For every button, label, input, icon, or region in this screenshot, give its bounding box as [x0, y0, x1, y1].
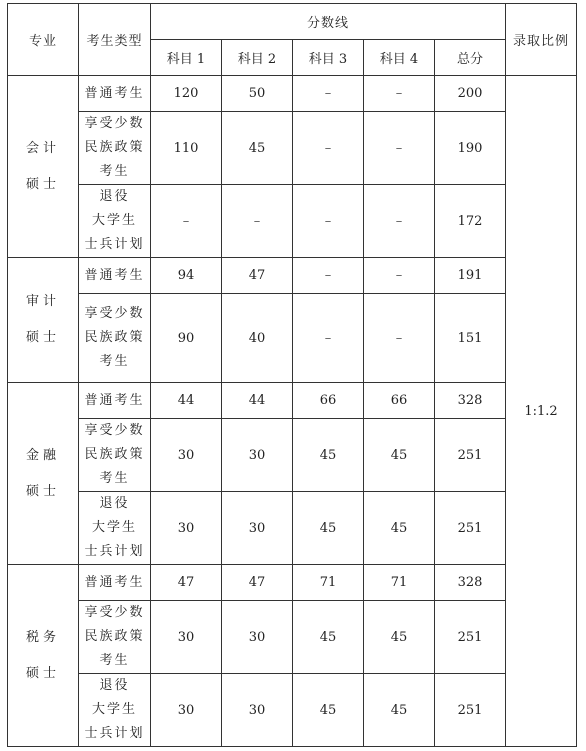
candidate-type-cell: [79, 419, 151, 492]
candidate-type-line: 退役: [99, 496, 130, 511]
candidate-type-cell: [79, 674, 151, 747]
subject-score-cell: 30: [151, 492, 222, 565]
subject-score-cell: 71: [293, 565, 364, 601]
table-row: [8, 112, 577, 185]
table-row: [8, 76, 577, 112]
candidate-type-line: 大学生: [91, 702, 137, 717]
table-row: [8, 492, 577, 565]
subject-score-cell: 44: [222, 383, 293, 419]
candidate-type-line: 民族政策: [84, 447, 145, 462]
subject-score-cell: –: [151, 185, 222, 258]
candidate-type-cell: [79, 492, 151, 565]
candidate-type-line: 普通考生: [84, 392, 145, 408]
candidate-type-line: 大学生: [91, 520, 137, 535]
candidate-type-line: 享受少数: [84, 423, 145, 438]
subject-score-cell: 45: [293, 419, 364, 492]
subject-score-cell: 47: [222, 565, 293, 601]
subject-score-cell: 30: [222, 419, 293, 492]
subject-score-cell: 45: [364, 601, 435, 674]
candidate-type-line: 退役: [99, 678, 130, 693]
candidate-type-cell: [79, 112, 151, 185]
candidate-type-line: 民族政策: [84, 629, 145, 644]
candidate-type-line: 士兵计划: [84, 544, 145, 559]
header-candidate-type: 考生类型: [79, 4, 151, 76]
candidate-type-line: 享受少数: [84, 116, 145, 131]
header-subject-1: 科目 1: [151, 40, 222, 76]
total-score-cell: 200: [435, 76, 506, 112]
subject-score-cell: 30: [151, 601, 222, 674]
major-name-line: 硕士: [25, 483, 60, 499]
subject-score-cell: 45: [293, 601, 364, 674]
subject-score-cell: 30: [222, 674, 293, 747]
total-score-cell: 172: [435, 185, 506, 258]
total-score-cell: 251: [435, 492, 506, 565]
major-name-line: 硕士: [25, 176, 60, 192]
major-name-cell: [8, 258, 79, 383]
table-row: [8, 185, 577, 258]
subject-score-cell: –: [364, 112, 435, 185]
subject-score-cell: 47: [151, 565, 222, 601]
header-total: 总分: [435, 40, 506, 76]
subject-score-cell: 30: [151, 419, 222, 492]
major-name-line: 硕士: [25, 665, 60, 681]
candidate-type-line: 退役: [99, 189, 130, 204]
subject-score-cell: 110: [151, 112, 222, 185]
subject-score-cell: 30: [222, 601, 293, 674]
candidate-type-line: 普通考生: [84, 267, 145, 283]
total-score-cell: 251: [435, 674, 506, 747]
subject-score-cell: 47: [222, 258, 293, 294]
subject-score-cell: –: [293, 112, 364, 185]
candidate-type-line: 享受少数: [84, 605, 145, 620]
table-row: [8, 383, 577, 419]
candidate-type-line: 大学生: [91, 213, 137, 228]
header-subject-3: 科目 3: [293, 40, 364, 76]
subject-score-cell: –: [364, 294, 435, 383]
admission-ratio-value: 1:1.2: [506, 76, 577, 747]
candidate-type-cell: [79, 294, 151, 383]
header-admission-ratio: 录取比例: [506, 4, 577, 76]
subject-score-cell: –: [293, 76, 364, 112]
header-subject-4: 科目 4: [364, 40, 435, 76]
total-score-cell: 191: [435, 258, 506, 294]
subject-score-cell: 120: [151, 76, 222, 112]
subject-score-cell: 40: [222, 294, 293, 383]
candidate-type-line: 享受少数: [84, 306, 145, 321]
table-row: [8, 294, 577, 383]
candidate-type-line: 士兵计划: [84, 237, 145, 252]
subject-score-cell: –: [293, 258, 364, 294]
candidate-type-line: 考生: [99, 164, 130, 179]
major-name-line: 金融: [25, 447, 60, 463]
candidate-type-line: 考生: [99, 471, 130, 486]
candidate-type-cell: [79, 185, 151, 258]
table-row: [8, 601, 577, 674]
header-major: 专业: [8, 4, 79, 76]
table-row: [8, 565, 577, 601]
subject-score-cell: 71: [364, 565, 435, 601]
subject-score-cell: –: [222, 185, 293, 258]
table-row: [8, 674, 577, 747]
subject-score-cell: –: [364, 185, 435, 258]
subject-score-cell: 66: [364, 383, 435, 419]
candidate-type-line: 普通考生: [84, 574, 145, 590]
major-name-line: 审计: [25, 294, 60, 309]
candidate-type-cell: [79, 565, 151, 601]
major-name-cell: [8, 565, 79, 747]
candidate-type-cell: [79, 258, 151, 294]
total-score-cell: 190: [435, 112, 506, 185]
total-score-cell: 251: [435, 601, 506, 674]
subject-score-cell: 45: [364, 674, 435, 747]
total-score-cell: 151: [435, 294, 506, 383]
header-subject-2: 科目 2: [222, 40, 293, 76]
candidate-type-line: 民族政策: [84, 330, 145, 345]
candidate-type-line: 普通考生: [84, 85, 145, 101]
candidate-type-line: 考生: [99, 653, 130, 668]
score-line-table: [7, 3, 577, 747]
subject-score-cell: 66: [293, 383, 364, 419]
subject-score-cell: –: [293, 294, 364, 383]
major-name-line: 会计: [25, 140, 60, 156]
subject-score-cell: 45: [222, 112, 293, 185]
subject-score-cell: 94: [151, 258, 222, 294]
candidate-type-cell: [79, 76, 151, 112]
major-name-cell: [8, 383, 79, 565]
total-score-cell: 328: [435, 383, 506, 419]
subject-score-cell: 45: [293, 492, 364, 565]
major-name-cell: [8, 76, 79, 258]
header-score-line: 分数线: [151, 4, 506, 40]
subject-score-cell: 45: [364, 492, 435, 565]
major-name-line: 硕士: [25, 330, 60, 345]
candidate-type-cell: [79, 601, 151, 674]
subject-score-cell: 45: [293, 674, 364, 747]
table-row: [8, 419, 577, 492]
total-score-cell: 251: [435, 419, 506, 492]
subject-score-cell: 90: [151, 294, 222, 383]
table-row: [8, 258, 577, 294]
candidate-type-line: 士兵计划: [84, 726, 145, 741]
candidate-type-cell: [79, 383, 151, 419]
major-name-line: 税务: [25, 629, 60, 645]
subject-score-cell: –: [364, 76, 435, 112]
subject-score-cell: 50: [222, 76, 293, 112]
subject-score-cell: 44: [151, 383, 222, 419]
candidate-type-line: 民族政策: [84, 140, 145, 155]
total-score-cell: 328: [435, 565, 506, 601]
subject-score-cell: 30: [222, 492, 293, 565]
subject-score-cell: –: [364, 258, 435, 294]
subject-score-cell: 45: [364, 419, 435, 492]
subject-score-cell: –: [293, 185, 364, 258]
candidate-type-line: 考生: [99, 354, 130, 369]
subject-score-cell: 30: [151, 674, 222, 747]
